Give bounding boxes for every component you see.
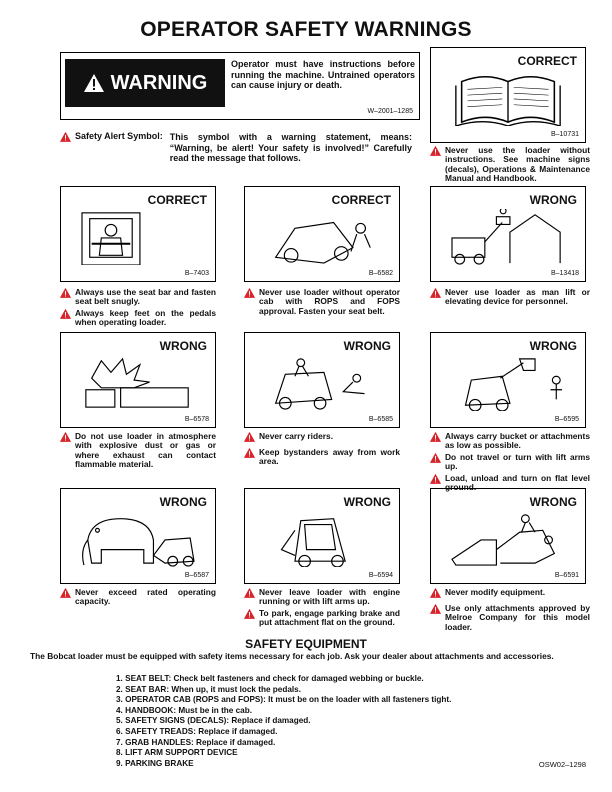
list-item: 4. HANDBOOK: Must be in the cab. bbox=[116, 705, 253, 715]
alert-triangle-icon bbox=[244, 448, 255, 458]
panel-explosive bbox=[60, 332, 216, 428]
list-item: 9. PARKING BRAKE bbox=[116, 758, 194, 768]
elephant-illustration bbox=[71, 511, 205, 567]
explosion-illustration bbox=[71, 355, 205, 411]
panel-code: B–7403 bbox=[184, 270, 209, 277]
panel-modify-notes bbox=[430, 588, 590, 634]
safety-equipment-intro: The Bobcat loader must be equipped with safety items necessary for each job. Ask your dealer about attachments and accessories. bbox=[30, 651, 554, 661]
panel-label: WRONG bbox=[159, 339, 207, 353]
alert-triangle-icon bbox=[244, 609, 255, 619]
warning-note: Never use loader without operator cab with ROPS and FOPS approval. Fasten your seat belt. bbox=[244, 288, 400, 316]
riders-illustration bbox=[255, 355, 389, 411]
panel-label: CORRECT bbox=[517, 54, 577, 68]
warning-code: W–2001–1285 bbox=[367, 108, 413, 115]
alert-triangle-icon bbox=[60, 432, 71, 442]
safety-equipment-list bbox=[116, 674, 451, 769]
footer-code: OSW02–1298 bbox=[538, 760, 586, 769]
list-item: 8. LIFT ARM SUPPORT DEVICE bbox=[116, 748, 238, 758]
panel-label: WRONG bbox=[343, 495, 391, 509]
manual-book-illustration bbox=[441, 70, 575, 126]
panel-label: WRONG bbox=[159, 495, 207, 509]
panel-code: B–6587 bbox=[184, 572, 209, 579]
panel-label: WRONG bbox=[529, 339, 577, 353]
list-item: 5. SAFETY SIGNS (DECALS): Replace if damaged. bbox=[116, 716, 311, 726]
warning-note: Never leave loader with engine running or with lift arms up. bbox=[244, 588, 400, 607]
panel-manual bbox=[430, 47, 586, 143]
panel-capacity-notes bbox=[60, 588, 216, 609]
panel-riders bbox=[244, 332, 400, 428]
panel-man-lift bbox=[430, 186, 586, 282]
alert-triangle-icon bbox=[430, 146, 441, 156]
alert-triangle-icon bbox=[430, 474, 441, 484]
list-item: 3. OPERATOR CAB (ROPS and FOPS): It must be on the loader with all fasteners tight. bbox=[116, 695, 452, 705]
loader-parked-illustration bbox=[255, 511, 389, 567]
panel-modify bbox=[430, 488, 586, 584]
panel-seat-bar bbox=[60, 186, 216, 282]
panel-parking-notes bbox=[244, 588, 400, 630]
rollover-illustration bbox=[255, 209, 389, 265]
panel-label: WRONG bbox=[529, 495, 577, 509]
panel-rops-notes bbox=[244, 288, 400, 318]
panel-seat-bar-notes bbox=[60, 288, 216, 330]
man-lift-illustration bbox=[441, 209, 575, 265]
safety-alert-label: Safety Alert Symbol: bbox=[75, 131, 163, 141]
panel-label: CORRECT bbox=[331, 193, 391, 207]
panel-rops bbox=[244, 186, 400, 282]
list-item: 1. SEAT BELT: Check belt fasteners and check for damaged webbing or buckle. bbox=[116, 674, 424, 683]
warning-text: Operator must have instructions before running the machine. Untrained operators can cause injury or death. bbox=[231, 59, 415, 90]
alert-triangle-icon bbox=[244, 588, 255, 598]
warning-note: Always carry bucket or attachments as low as possible. bbox=[430, 432, 590, 451]
panel-label: CORRECT bbox=[147, 193, 207, 207]
warning-note: Never exceed rated operating capacity. bbox=[60, 588, 216, 607]
warning-note: Never use the loader without instructions. See machine signs (decals), Operations & Maintenance Manual and Handbook. bbox=[430, 146, 590, 184]
alert-triangle-icon bbox=[430, 453, 441, 463]
panel-code: B–13418 bbox=[550, 270, 579, 277]
modified-attachment-illustration bbox=[441, 511, 575, 567]
panel-label: WRONG bbox=[529, 193, 577, 207]
alert-triangle-icon bbox=[60, 288, 71, 298]
panel-code: B–10731 bbox=[550, 131, 579, 138]
safety-alert-icon bbox=[60, 132, 71, 142]
warning-note: Do not use loader in atmosphere with explosive dust or gas or where exhaust can contact flammable material. bbox=[60, 432, 216, 470]
list-item: 7. GRAB HANDLES: Replace if damaged. bbox=[116, 737, 276, 747]
warning-note: To park, engage parking brake and put attachment flat on the ground. bbox=[244, 609, 400, 628]
panel-bucket-low-notes bbox=[430, 432, 590, 494]
warning-note: Load, unload and turn on flat level ground. bbox=[430, 474, 590, 493]
alert-triangle-icon bbox=[430, 604, 441, 614]
alert-triangle-icon bbox=[430, 588, 441, 598]
alert-triangle-icon bbox=[244, 432, 255, 442]
panel-code: B–6582 bbox=[368, 270, 393, 277]
list-item: 6. SAFETY TREADS: Replace if damaged. bbox=[116, 726, 278, 736]
panel-man-lift-notes bbox=[430, 288, 590, 309]
warning-note: Do not travel or turn with lift arms up. bbox=[430, 453, 590, 472]
warning-banner bbox=[65, 59, 225, 107]
panel-code: B–6595 bbox=[554, 416, 579, 423]
safety-alert-statement bbox=[60, 132, 412, 164]
panel-capacity bbox=[60, 488, 216, 584]
bucket-raised-illustration bbox=[441, 355, 575, 411]
panel-riders-notes bbox=[244, 432, 400, 469]
warning-note: Use only attachments approved by Melroe Company for this model loader. bbox=[430, 604, 590, 632]
panel-parking bbox=[244, 488, 400, 584]
panel-code: B–6591 bbox=[554, 572, 579, 579]
panel-code: B–6578 bbox=[184, 416, 209, 423]
panel-explosive-notes bbox=[60, 432, 216, 472]
warning-note: Never modify equipment. bbox=[430, 588, 590, 598]
panel-manual-notes bbox=[430, 146, 590, 186]
warning-note: Always keep feet on the pedals when operating loader. bbox=[60, 309, 216, 328]
warning-triangle-icon bbox=[83, 73, 105, 93]
alert-triangle-icon bbox=[60, 588, 71, 598]
alert-triangle-icon bbox=[430, 288, 441, 298]
warning-note: Never use loader as man lift or elevating device for personnel. bbox=[430, 288, 590, 307]
page-title: OPERATOR SAFETY WARNINGS bbox=[140, 18, 472, 41]
warning-banner-label: WARNING bbox=[110, 71, 208, 94]
alert-triangle-icon bbox=[60, 309, 71, 319]
safety-alert-text: This symbol with a warning statement, means: “Warning, be alert! Your safety is involved!” Carefully read the message that follows. bbox=[169, 132, 412, 163]
panel-bucket-low bbox=[430, 332, 586, 428]
panel-label: WRONG bbox=[343, 339, 391, 353]
panel-code: B–6585 bbox=[368, 416, 393, 423]
alert-triangle-icon bbox=[430, 432, 441, 442]
panel-code: B–6594 bbox=[368, 572, 393, 579]
alert-triangle-icon bbox=[244, 288, 255, 298]
warning-box bbox=[60, 52, 420, 120]
operator-seated-illustration bbox=[71, 209, 205, 265]
warning-note: Always use the seat bar and fasten seat belt snugly. bbox=[60, 288, 216, 307]
safety-equipment-heading: SAFETY EQUIPMENT bbox=[245, 637, 367, 651]
list-item: 2. SEAT BAR: When up, it must lock the pedals. bbox=[116, 684, 301, 694]
warning-note: Never carry riders. bbox=[244, 432, 400, 442]
warning-note: Keep bystanders away from work area. bbox=[244, 448, 400, 467]
